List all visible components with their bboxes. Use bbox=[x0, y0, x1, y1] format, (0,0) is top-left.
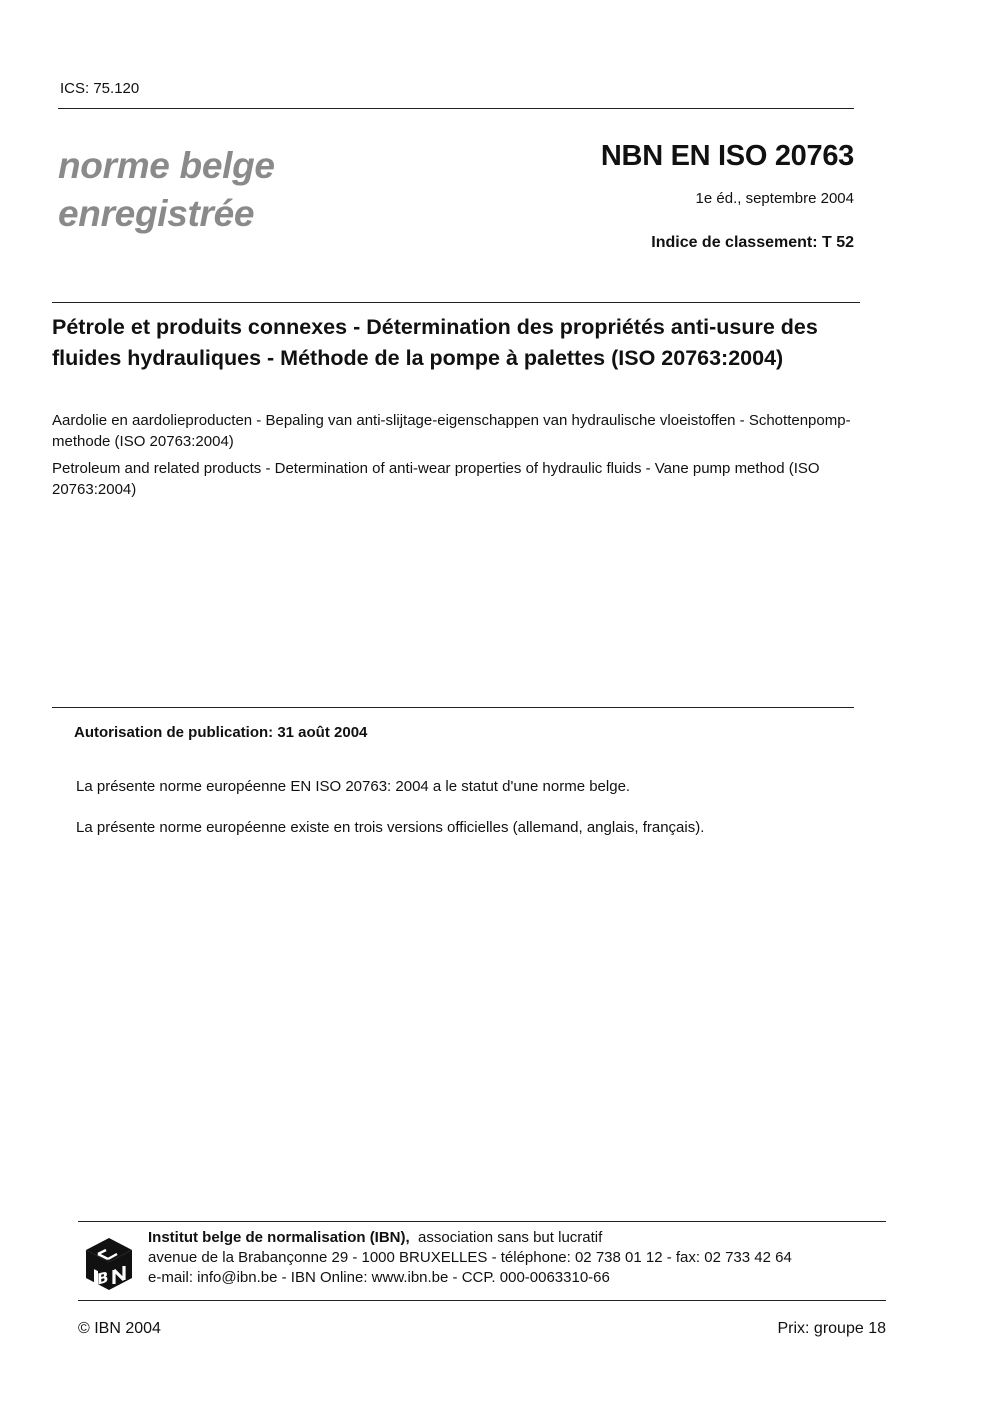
price-group: Prix: groupe 18 bbox=[777, 1320, 886, 1337]
title-dutch: Aardolie en aardolieproducten - Bepaling van anti-slijtage-eigenschappen van hydraulische vloeistoffen - Schottenpomp-methode (ISO 20763:2004) bbox=[52, 412, 851, 450]
footer-bottom-divider bbox=[78, 1300, 886, 1301]
status-statement: La présente norme européenne EN ISO 20763: 2004 a le statut d'une norme belge. bbox=[76, 778, 631, 795]
title-english: Petroleum and related products - Determination of anti-wear properties of hydraulic fluids - Vane pump method (ISO 20763:2004) bbox=[52, 460, 820, 498]
publication-divider bbox=[52, 707, 854, 708]
institute-line bbox=[148, 1228, 792, 1248]
publication-authorization: Autorisation de publication: 31 août 2004 bbox=[74, 724, 368, 741]
institute-address: avenue de la Brabançonne 29 - 1000 BRUXELLES - téléphone: 02 738 01 12 - fax: 02 733 42 64 bbox=[148, 1249, 792, 1266]
brand-block bbox=[58, 142, 275, 238]
institute-address-block bbox=[148, 1228, 792, 1288]
brand-line-2: enregistrée bbox=[58, 193, 255, 234]
title-french: Pétrole et produits connexes - Détermination des propriétés anti-usure des fluides hydrauliques - Méthode de la pompe à palettes (ISO 20763:2004) bbox=[52, 315, 818, 370]
header-divider bbox=[58, 108, 854, 109]
institute-contact: e-mail: info@ibn.be - IBN Online: www.ibn.be - CCP. 000-0063310-66 bbox=[148, 1269, 610, 1286]
versions-statement: La présente norme européenne existe en trois versions officielles (allemand, anglais, français). bbox=[76, 819, 705, 836]
brand-line-1: norme belge bbox=[58, 145, 275, 186]
ics-code: ICS: 75.120 bbox=[60, 80, 140, 97]
edition-date: 1e éd., septembre 2004 bbox=[695, 190, 854, 207]
footer-top-divider bbox=[78, 1221, 886, 1222]
institute-type: association sans but lucratif bbox=[418, 1229, 603, 1246]
standard-number: NBN EN ISO 20763 bbox=[600, 140, 854, 172]
svg-text:B: B bbox=[97, 1268, 109, 1289]
copyright-notice: © IBN 2004 bbox=[78, 1320, 161, 1337]
institute-name: Institut belge de normalisation (IBN), bbox=[148, 1229, 410, 1246]
classification-index: Indice de classement: T 52 bbox=[651, 234, 854, 251]
ibn-logo-icon bbox=[84, 1236, 134, 1292]
title-divider bbox=[52, 302, 860, 303]
